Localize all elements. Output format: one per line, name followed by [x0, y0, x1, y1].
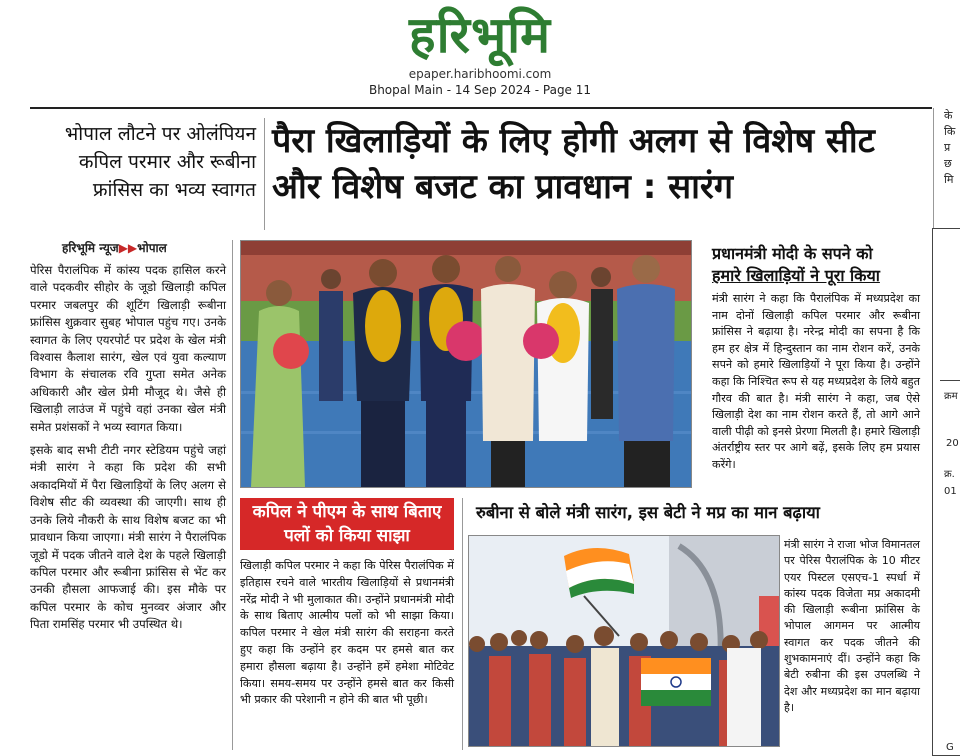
- right-subhead-line-1: प्रधानमंत्री मोदी के सपने को: [712, 244, 873, 263]
- kapil-box-heading: [240, 498, 454, 550]
- rubina-photo: [468, 535, 780, 747]
- kapil-divider: [462, 498, 463, 750]
- main-headline: पैरा खिलाड़ियों के लिए होगी अलग से विशेष सीट और विशेष बजट का प्रावधान : सारंग: [272, 121, 875, 207]
- left-paragraph-1: पेरिस पैरालंपिक में कांस्य पदक हासिल करने वाले पदकवीर सीहोर के जूडो खिलाड़ी कपिल परमार जबलपुर की शूटिंग खिलाड़ी रूबीना फ्रांसिस शुक्रवार सुबह भोपाल पहुंच गए। उनके स्वागत के लिए एयरपोर्ट पर प्रदेश के खेल मंत्री विश्वास कैलाश सारंग, खेल एवं युवा कल्याण विभाग के संचालक रवि गुप्ता समेत अनेक अधिकारी और खेल प्रेमी मौजूद थे। जैसे ही खिलाड़ी लाउंज में पहुंचे वहां उनका खेल मंत्री समेत प्रशंसकों ने भव्य स्वागत किया।: [30, 263, 226, 434]
- left-column: [30, 262, 226, 634]
- right-subhead-line-2: हमारे खिलाड़ियों ने पूरा किया: [712, 266, 880, 285]
- masthead: [340, 4, 620, 98]
- edge-divider: [933, 108, 934, 228]
- right-story-body: मंत्री सारंग ने कहा कि पैरालंपिक में मध्यप्रदेश का नाम दोनों खिलाड़ी कपिल परमार और रूबीना फ्रांसिस ने बढ़ाया है। नरेन्द्र मोदी का सपना है कि हम हर क्षेत्र में हिन्दुस्तान का नाम रोशन करें, उनके सपने को हमारे खिलाड़ियों ने पूरा किया है। उन्होंने कहा कि निश्चित रूप से यह मध्यप्रदेश के लिये बहुत गौरव की बात है। मंत्री सारंग ने कहा, जब ऐसे खिलाड़ी देश का नाम रोशन करते हैं, तो आगे आने वाली पीढ़ी को इनसे प्रेरणा मिलती है। हमारे खिलाड़ी अंतर्राष्ट्रीय स्तर पर आगे बढ़ें, इसके लिए हम प्रयास करेंगे।: [712, 292, 920, 471]
- welcome-photo: [240, 240, 692, 488]
- site-url[interactable]: epaper.haribhoomi.com: [408, 67, 552, 81]
- table-label-g: G: [946, 742, 954, 753]
- edge-line-1: के: [944, 109, 953, 122]
- edition-info: Bhopal Main - 14 Sep 2024 - Page 11: [368, 83, 592, 97]
- rubina-heading: रुबीना से बोले मंत्री सारंग, इस बेटी ने मप्र का मान बढ़ाया: [476, 503, 820, 522]
- table-label-20: 20: [946, 438, 959, 449]
- edge-line-4: छ: [944, 157, 952, 170]
- left-headline: भोपाल लौटने पर ओलंपियन कपिल परमार और रूबीना फ्रांसिस का भव्य स्वागत: [64, 123, 256, 201]
- edge-line-3: प्र: [944, 141, 951, 154]
- byline: [62, 239, 167, 256]
- left-paragraph-2: इसके बाद सभी टीटी नगर स्टेडियम पहुंचे जहां मंत्री सारंग ने कहा कि प्रदेश की सभी अकादमियों में पैरा खिलाड़ियों के लिए अलग से विशेष सीट की व्यवस्था की जाएगी। साथ ही उनके लिये नौकरी के साथ विशेष बजट का भी प्रावधान किया जाएगा। मंत्री सारंग ने पैरालंपिक जूडो में पदक जीतने वाले देश के पहले खिलाड़ी कपिल परमार और रूबीना फ्रांसिस से भेंट कर उनकी हौसला आफजाई की। इस मौके पर कपिल परमार के कोच मुनव्वर अंजार और पिता रामसिंह परमार भी उपस्थित थे।: [30, 443, 226, 632]
- rubina-body: मंत्री सारंग ने राजा भोज विमानतल पर पेरिस पैरालंपिक के 10 मीटर एयर पिस्टल एसएच-1 स्पर्धा में कांस्य पदक विजेता मप्र अकादमी की खिलाड़ी रूबीना फ्रांसिस के भोपाल आगमन पर आत्मीय स्वागत कर पदक जीतने की शुभकामनाएं दीं। उन्होंने कहा कि बेटी रुबीना की इस उपलब्धि ने देश और मध्यप्रदेश का मान बढ़ाया है।: [784, 538, 920, 714]
- kapil-box: [240, 498, 454, 550]
- table-label-krama: क्रम: [944, 391, 958, 402]
- edge-line-2: कि: [944, 125, 956, 138]
- kapil-heading-line-2: पलों को किया साझा: [284, 526, 410, 546]
- byline-city: भोपाल: [137, 241, 167, 255]
- edge-line-5: मि: [944, 173, 954, 186]
- table-label-kra: क्र.: [944, 469, 955, 480]
- headline-divider: [264, 118, 265, 230]
- table-label-01: 01: [944, 486, 957, 497]
- kapil-heading-line-1: कपिल ने पीएम के साथ बिताए: [252, 502, 442, 522]
- column-divider: [232, 240, 233, 750]
- byline-source: हरिभूमि न्यूज: [62, 241, 119, 255]
- right-subhead: [712, 243, 922, 287]
- kapil-box-body: खिलाड़ी कपिल परमार ने कहा कि पेरिस पैरालंपिक में इतिहास रचने वाले भारतीय खिलाड़ियों से प्रधानमंत्री नरेंद्र मोदी ने भी मुलाकात की। उन्होंने प्रधानमंत्री मोदी के साथ बिताए आत्मीय पलों को भी साझा किया। कपिल परमार ने खेल मंत्री सारंग की सराहना करते हुए कहा कि उन्होंने हर कदम पर हमसे बात कर हमारा हौसला बढ़ाया है। उन्होंने हमें हमेशा मोटिवेट किया। समय-समय पर उन्होंने हमसे बात कर किसी भी प्रकार की परेशानी न होने की बात भी पूछी।: [240, 559, 454, 707]
- masthead-divider: [30, 107, 932, 109]
- table-rule: [940, 380, 960, 381]
- byline-arrows-icon: ▶▶: [118, 241, 138, 255]
- newspaper-logo: हरिभूमि: [409, 6, 551, 64]
